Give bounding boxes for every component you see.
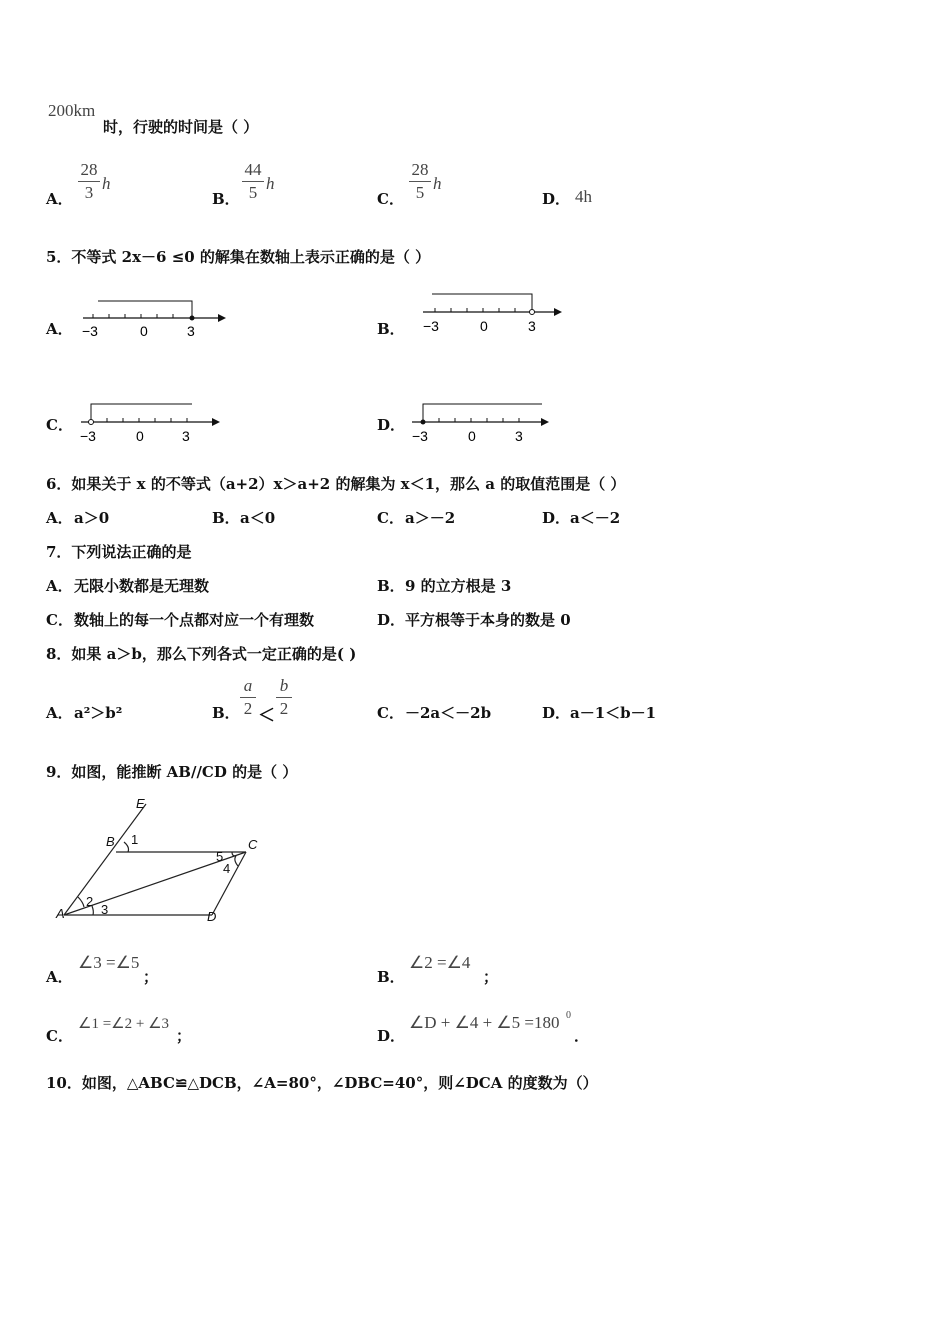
q5-stem: 5．不等式 2x－6 ≤0 的解集在数轴上表示正确的是（ ） — [46, 248, 431, 266]
tick-label: 0 — [480, 318, 488, 334]
q6-stem: 6．如果关于 x 的不等式（a+2）x＞a+2 的解集为 x＜1，那么 a 的取值范围是（ ） — [46, 475, 626, 493]
option-text: a＜0 — [240, 509, 276, 527]
fraction — [78, 160, 100, 203]
punctuation: ． — [574, 1027, 590, 1045]
tick-label: 3 — [515, 428, 523, 444]
tick-label: −3 — [412, 428, 428, 444]
angle-label: 5 — [216, 849, 224, 864]
option-text: 平方根等于本身的数是 0 — [405, 611, 571, 629]
tick-label: 0 — [468, 428, 476, 444]
option-label: D． — [542, 190, 571, 208]
numerator: a — [243, 676, 253, 695]
q7-stem: 7．下列说法正确的是 — [46, 543, 192, 561]
angle-expression: ∠1 =∠2 + ∠3 — [78, 1016, 170, 1032]
point-label: B — [106, 834, 115, 849]
option-label: D． — [377, 1027, 406, 1045]
option-label: A． — [46, 190, 73, 208]
number-line-b — [418, 288, 568, 336]
degree-superscript: 0 — [566, 1010, 571, 1021]
denominator: 3 — [84, 183, 94, 202]
option-text: 9 的立方根是 3 — [405, 577, 512, 595]
tick-label: −3 — [80, 428, 96, 444]
fraction — [240, 676, 256, 719]
denominator: 5 — [415, 183, 425, 202]
option-text: 数轴上的每一个点都对应一个有理数 — [74, 611, 315, 629]
angle-label: 2 — [86, 894, 94, 909]
option-label: C． — [46, 416, 73, 434]
punctuation: ； — [483, 968, 499, 986]
tick-label: 0 — [140, 323, 148, 339]
angle-expression: ∠D + ∠4 + ∠5 =180 — [409, 1013, 560, 1032]
option-label: C． — [377, 190, 404, 208]
numerator: 44 — [244, 160, 262, 179]
option-label: C． — [377, 509, 404, 527]
tick-label: 3 — [182, 428, 190, 444]
point-label: C — [248, 837, 258, 852]
numerator: 28 — [411, 160, 429, 179]
option-label: C． — [46, 1027, 73, 1045]
relation: ＜ — [258, 706, 275, 726]
unit: h — [102, 174, 111, 193]
tick-label: 0 — [136, 428, 144, 444]
option-text: －2a＜－2b — [405, 704, 492, 722]
tick-label: −3 — [423, 318, 439, 334]
option-label: D． — [542, 509, 571, 527]
punctuation: ； — [176, 1027, 192, 1045]
number-line-a — [78, 296, 228, 344]
denominator: 5 — [248, 183, 258, 202]
q4-stem: 时，行驶的时间是（ ） — [103, 118, 259, 136]
parallelogram-figure — [50, 794, 270, 929]
option-text: a＞－2 — [405, 509, 456, 527]
option-label: C． — [377, 704, 404, 722]
angle-label: 1 — [131, 832, 139, 847]
distance-value: 200km — [48, 101, 96, 120]
option-label: D． — [377, 416, 406, 434]
option-text: a²＞b² — [74, 704, 123, 722]
option-text: 无限小数都是无理数 — [74, 577, 210, 595]
option-label: A． — [46, 509, 73, 527]
option-text: a－1＜b－1 — [570, 704, 657, 722]
denominator: 2 — [279, 699, 289, 718]
option-label: B． — [377, 968, 405, 986]
option-label: B． — [212, 190, 240, 208]
option-label: D． — [377, 611, 406, 629]
tick-label: 3 — [187, 323, 195, 339]
punctuation: ； — [143, 968, 159, 986]
point-label: D — [207, 909, 217, 924]
option-label: C． — [46, 611, 73, 629]
angle-label: 4 — [223, 861, 231, 876]
option-label: A． — [46, 968, 73, 986]
tick-label: 3 — [528, 318, 536, 334]
fraction — [242, 160, 264, 203]
option-text: a＞0 — [74, 509, 110, 527]
option-label: A． — [46, 704, 73, 722]
fraction — [409, 160, 431, 203]
q8-stem: 8．如果 a＞b，那么下列各式一定正确的是( ) — [46, 645, 357, 663]
denominator: 2 — [243, 699, 253, 718]
point-label: E — [136, 796, 145, 811]
angle-expression: ∠2 =∠4 — [409, 953, 471, 972]
option-label: B． — [377, 320, 405, 338]
tick-label: −3 — [82, 323, 98, 339]
option-label: A． — [46, 577, 73, 595]
option-label: A． — [46, 320, 73, 338]
option-label: D． — [542, 704, 571, 722]
option-label: B． — [212, 704, 240, 722]
option-value: 4h — [575, 187, 592, 206]
number-line-c — [76, 398, 226, 446]
number-line-d — [407, 398, 557, 446]
numerator: 28 — [80, 160, 98, 179]
fraction — [276, 676, 292, 719]
option-text: a＜－2 — [570, 509, 621, 527]
angle-label: 3 — [101, 902, 109, 917]
point-label: A — [56, 906, 65, 921]
angle-expression: ∠3 =∠5 — [78, 953, 140, 972]
option-label: B． — [377, 577, 405, 595]
unit: h — [433, 174, 442, 193]
q9-stem: 9．如图，能推断 AB//CD 的是（ ） — [46, 763, 298, 781]
q10-stem: 10．如图，△ABC≌△DCB，∠A=80°，∠DBC=40°，则∠DCA 的度数为（） — [46, 1074, 598, 1092]
option-label: B． — [212, 509, 240, 527]
unit: h — [266, 174, 275, 193]
numerator: b — [279, 676, 289, 695]
